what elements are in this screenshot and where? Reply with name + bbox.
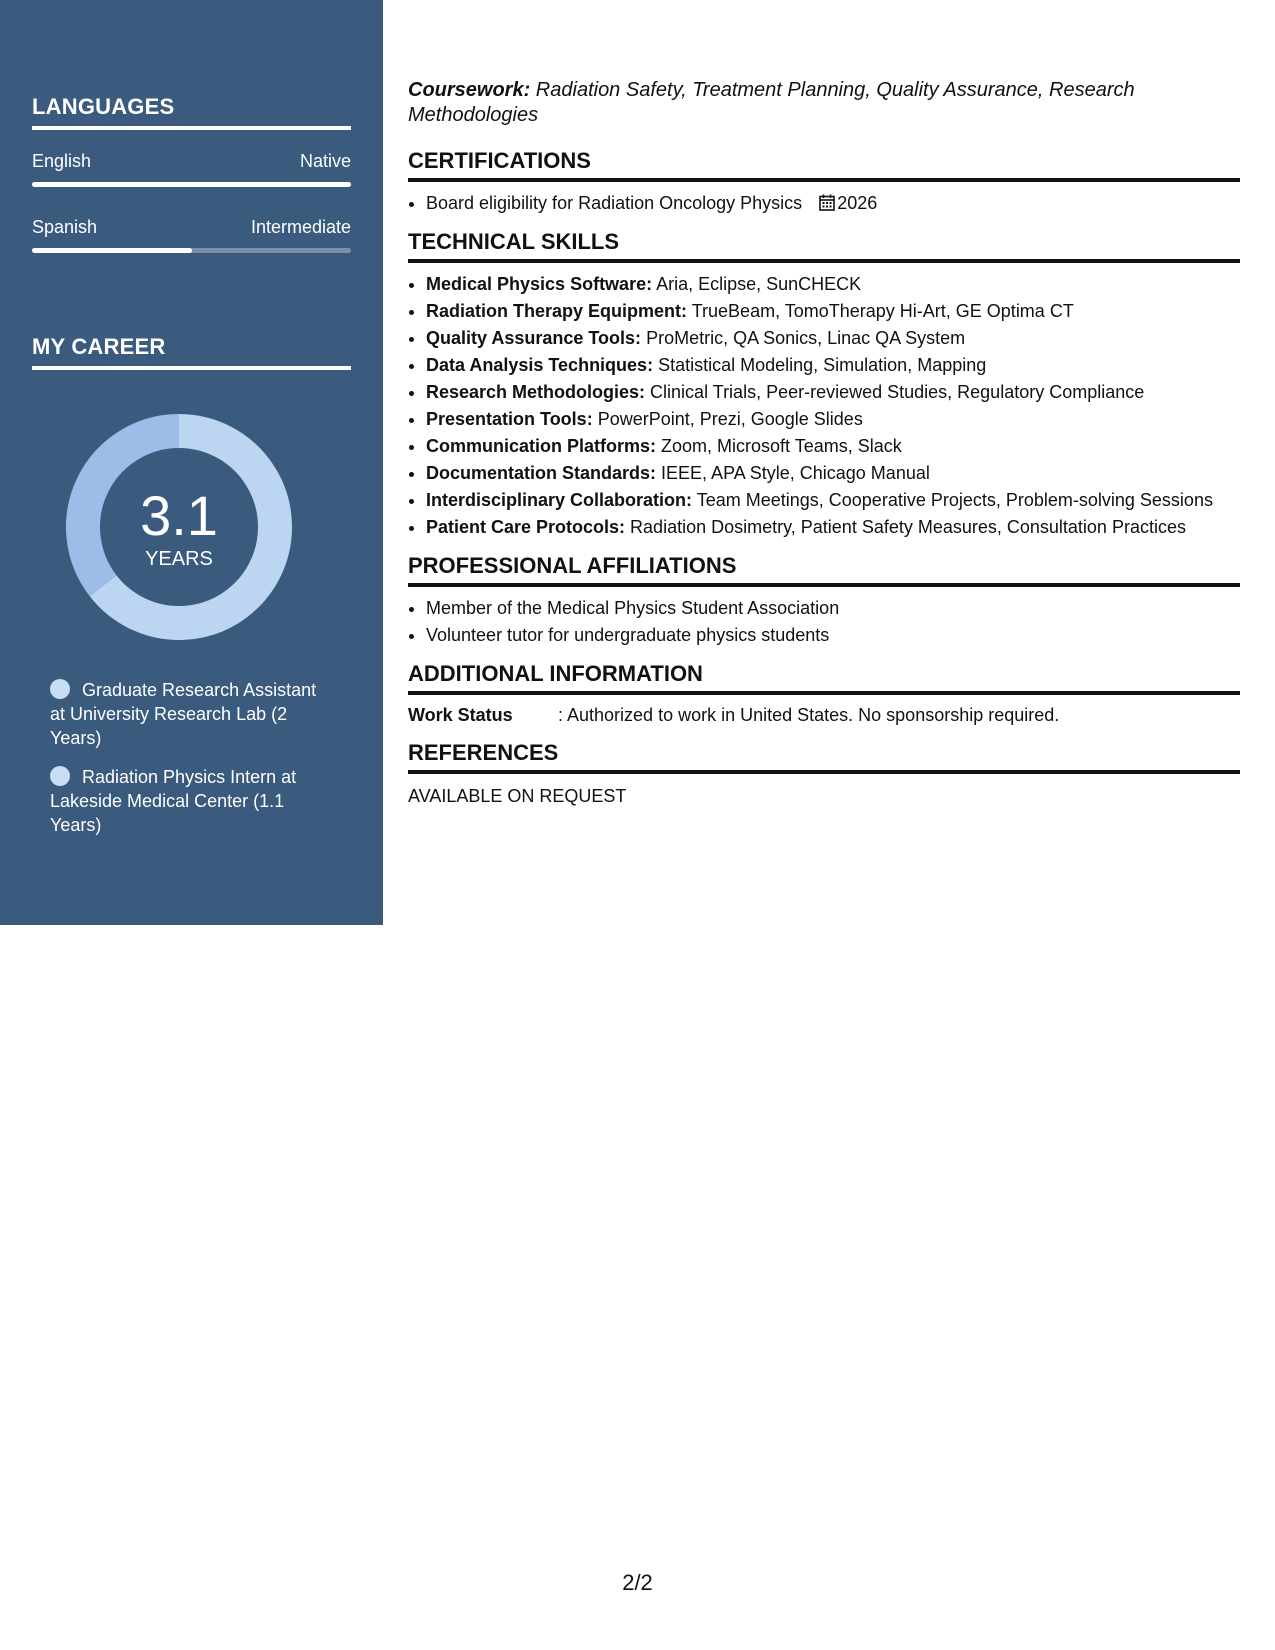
career-total-unit: YEARS: [145, 548, 213, 570]
technical-skills-list: [408, 271, 1240, 541]
certification-date: 2026: [837, 193, 878, 213]
language-level: Intermediate: [250, 217, 351, 237]
skill-label: Patient Care Protocols:: [426, 517, 626, 537]
language-proficiency-bar: [32, 248, 351, 253]
work-status-value: : Authorized to work in United States. No sponsorship required.: [558, 705, 1060, 725]
career-donut-chart: [66, 414, 292, 640]
sidebar: [0, 0, 383, 925]
skill-value: TrueBeam, TomoTherapy Hi-Art, GE Optima CT: [687, 301, 1074, 321]
career-donut-center: [66, 414, 292, 640]
languages-title: LANGUAGES: [32, 94, 351, 130]
language-name: English: [32, 151, 92, 171]
career-item-label: Graduate Research Assistant at University Research Lab (2 Years): [50, 680, 317, 748]
career-total-value: 3.1: [140, 484, 218, 547]
references-title: REFERENCES: [408, 740, 1240, 774]
skill-label: Radiation Therapy Equipment:: [426, 301, 688, 321]
coursework-text: Radiation Safety, Treatment Planning, Quality Assurance, Research Methodologies: [408, 79, 1135, 126]
main-content: [408, 78, 1240, 807]
coursework: [408, 78, 1240, 128]
skill-value: IEEE, APA Style, Chicago Manual: [656, 463, 930, 483]
list-item: [426, 352, 1240, 379]
skill-value: Zoom, Microsoft Teams, Slack: [656, 436, 902, 456]
skill-label: Documentation Standards:: [426, 463, 657, 483]
career-section: [32, 334, 351, 370]
list-item: [426, 406, 1240, 433]
skill-label: Presentation Tools:: [426, 409, 593, 429]
list-item: [426, 379, 1240, 406]
certification-text: Board eligibility for Radiation Oncology Physics: [426, 193, 803, 213]
list-item: • Volunteer tutor for undergraduate physics students: [426, 622, 1240, 649]
language-proficiency-fill: [32, 182, 351, 187]
skill-label: Communication Platforms:: [426, 436, 657, 456]
languages-section: [32, 94, 351, 253]
language-proficiency-bar: [32, 182, 351, 187]
affiliations-title: PROFESSIONAL AFFILIATIONS: [408, 553, 1240, 587]
page-number: 2/2: [622, 1570, 653, 1595]
references-text: AVAILABLE ON REQUEST: [408, 786, 627, 806]
career-dot-icon: [50, 679, 70, 699]
career-dot-icon: [50, 766, 70, 786]
list-item: [426, 433, 1240, 460]
skill-value: Aria, Eclipse, SunCHECK: [652, 274, 862, 294]
skill-value: PowerPoint, Prezi, Google Slides: [592, 409, 863, 429]
work-status-label: Work Status: [408, 705, 513, 725]
list-item: [426, 325, 1240, 352]
list-item: [426, 460, 1240, 487]
language-proficiency-fill: [32, 248, 192, 253]
skill-value: Statistical Modeling, Simulation, Mapping: [653, 355, 987, 375]
career-title: MY CAREER: [32, 334, 351, 370]
additional-info-title: ADDITIONAL INFORMATION: [408, 661, 1240, 695]
list-item: [426, 487, 1240, 514]
list-item: [426, 190, 1240, 217]
certifications-list: [408, 190, 1240, 217]
work-status-row: [408, 705, 1240, 726]
skill-value: Clinical Trials, Peer-reviewed Studies, Regulatory Compliance: [645, 382, 1145, 402]
language-item: [32, 217, 351, 253]
language-item: [32, 151, 351, 187]
skill-label: Medical Physics Software:: [426, 274, 653, 294]
career-item: [50, 765, 330, 837]
skill-label: Interdisciplinary Collaboration:: [426, 490, 693, 510]
skill-value: Radiation Dosimetry, Patient Safety Measures, Consultation Practices: [625, 517, 1186, 537]
skill-label: Data Analysis Techniques:: [426, 355, 654, 375]
list-item: [426, 514, 1240, 541]
skill-value: Team Meetings, Cooperative Projects, Problem-solving Sessions: [692, 490, 1213, 510]
skill-value: ProMetric, QA Sonics, Linac QA System: [641, 328, 966, 348]
list-item: [426, 271, 1240, 298]
list-item: [426, 298, 1240, 325]
certifications-title: CERTIFICATIONS: [408, 148, 1240, 182]
technical-skills-title: TECHNICAL SKILLS: [408, 229, 1240, 263]
language-name: Spanish: [32, 217, 98, 237]
coursework-label: Coursework:: [408, 79, 531, 101]
calendar-icon: [819, 194, 835, 211]
career-item: [50, 678, 330, 750]
skill-label: Quality Assurance Tools:: [426, 328, 642, 348]
language-level: Native: [299, 151, 351, 171]
list-item: • Member of the Medical Physics Student Association: [426, 595, 1240, 622]
affiliations-list: [408, 595, 1240, 649]
career-item-label: Radiation Physics Intern at Lakeside Medical Center (1.1 Years): [50, 767, 297, 835]
skill-label: Research Methodologies:: [426, 382, 646, 402]
